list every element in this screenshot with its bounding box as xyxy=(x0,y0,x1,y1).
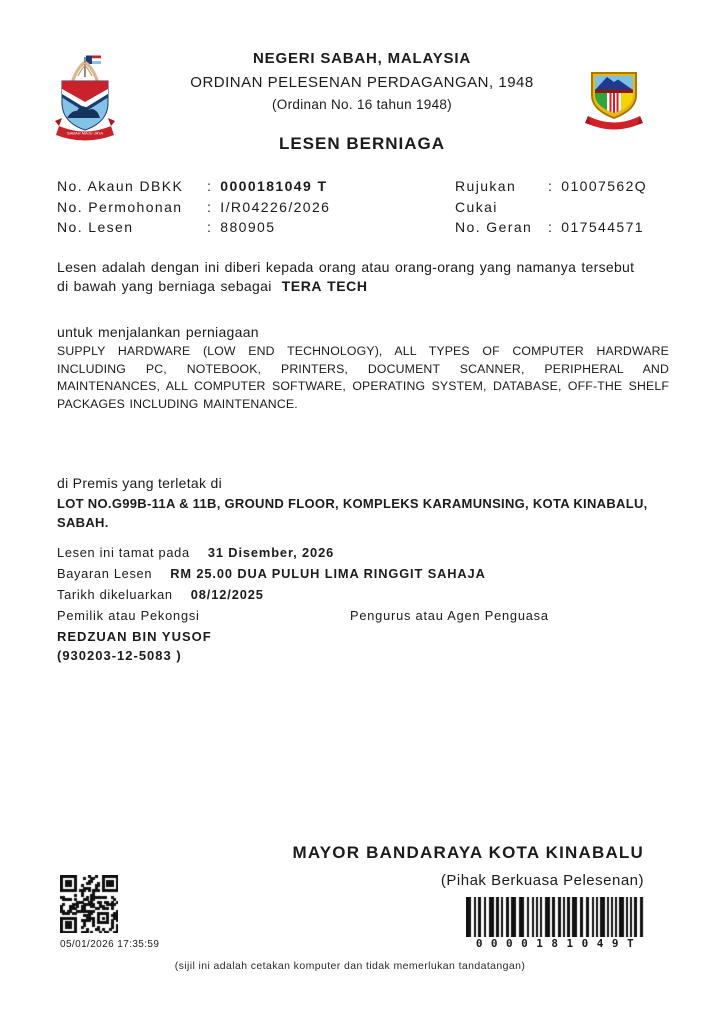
ref-row-account xyxy=(57,176,330,197)
header-ordinance: ORDINAN PELESENAN PERDAGANGAN, 1948 xyxy=(190,74,534,91)
qr-code-block xyxy=(60,875,159,950)
ref-separator: : xyxy=(548,219,554,235)
expiry-label: Lesen ini tamat pada xyxy=(57,545,190,560)
issue-date-row xyxy=(57,584,486,605)
activity-description: SUPPLY HARDWARE (LOW END TECHNOLOGY), ALL TYPES OF COMPUTER HARDWARE INCLUDING PC, NOTEBOOK, PRINTERS, DOCUMENT SCANNER, PERIPHERAL AND MAINTENANCES, ALL COMPUTER SOFTWARE, OPERATING SYSTEM, DATABASE, OFF-THE SHELF PACKAGES INCLUDING MAINTENANCE. xyxy=(57,344,669,411)
ref-label: No. Akaun DBKK xyxy=(57,178,184,194)
ref-label: No. Lesen xyxy=(57,219,134,235)
premises-address-line2: SABAH. xyxy=(57,515,109,530)
ref-separator: : xyxy=(207,219,213,235)
authority-subtitle: (Pihak Berkuasa Pelesenan) xyxy=(440,872,644,889)
license-number: 880905 xyxy=(220,219,276,235)
ref-label: Rujukan Cukai xyxy=(455,178,517,215)
header-country: NEGERI SABAH, MALAYSIA xyxy=(253,50,471,67)
premises-section xyxy=(57,474,717,532)
ref-separator: : xyxy=(548,178,554,194)
authority-name: MAYOR BANDARAYA KOTA KINABALU xyxy=(292,843,644,862)
fee-label: Bayaran Lesen xyxy=(57,566,153,581)
expiry-row xyxy=(57,542,486,563)
owner-name: REDZUAN BIN YUSOF xyxy=(57,629,212,644)
qr-timestamp: 05/01/2026 17:35:59 xyxy=(60,939,160,950)
grant-line1: Lesen adalah dengan ini diberi kepada orang atau orang-orang yang namanya tersebut xyxy=(57,259,635,275)
qr-code-icon xyxy=(60,875,118,933)
reference-numbers-left xyxy=(57,176,330,238)
barcode-icon xyxy=(466,897,644,937)
premises-address-line1: LOT NO.G99B-11A & 11B, GROUND FLOOR, KOMPLEKS KARAMUNSING, KOTA KINABALU, xyxy=(57,496,648,511)
owner-ic-number: (930203-12-5083 ) xyxy=(57,647,182,663)
activity-intro: untuk menjalankan perniagaan xyxy=(57,324,259,340)
authority-section xyxy=(292,843,644,952)
ref-label: No. Geran xyxy=(455,219,533,235)
footer-note: (sijil ini adalah cetakan komputer dan tidak memerlukan tandatangan) xyxy=(174,960,526,972)
license-title: LESEN BERNIAGA xyxy=(278,134,446,153)
account-number: 0000181049 T xyxy=(220,178,328,194)
grant-number: 017544571 xyxy=(561,219,644,235)
dbkk-shield-icon xyxy=(591,72,637,119)
reference-numbers-right xyxy=(455,176,647,238)
grant-paragraph xyxy=(57,258,677,413)
application-number: I/R04226/2026 xyxy=(220,198,331,215)
barcode xyxy=(466,897,644,950)
owner-label: Pemilik atau Pekongsi xyxy=(57,608,200,623)
header-ordinance-note: (Ordinan No. 16 tahun 1948) xyxy=(272,97,452,112)
barcode-text: 0000181049T xyxy=(475,937,643,950)
premises-intro: di Premis yang terletak di xyxy=(57,475,222,491)
fee-amount: RM 25.00 DUA PULUH LIMA RINGGIT SAHAJA xyxy=(170,566,486,581)
tax-reference: 01007562Q xyxy=(561,178,648,194)
ref-separator: : xyxy=(207,178,213,194)
premises-address xyxy=(57,494,717,532)
manager-label: Pengurus atau Agen Penguasa xyxy=(350,608,549,623)
grant-line2 xyxy=(57,277,677,296)
expiry-date: 31 Disember, 2026 xyxy=(207,545,335,560)
ref-row-tax xyxy=(455,176,647,217)
validity-section xyxy=(57,542,486,605)
issue-date: 08/12/2025 xyxy=(190,587,264,602)
owner-identity xyxy=(57,628,212,665)
ref-label: No. Permohonan xyxy=(57,198,183,215)
grant-line2-prefix: di bawah yang berniaga sebagai xyxy=(57,278,272,294)
ref-row-grant xyxy=(455,217,647,238)
business-name: TERA TECH xyxy=(281,278,368,294)
crest-motto: SABAH MAJU JAYA xyxy=(66,130,104,136)
issue-date-label: Tarikh dikeluarkan xyxy=(57,587,173,602)
fee-row xyxy=(57,563,486,584)
ref-separator: : xyxy=(207,198,213,215)
dbkk-crest-icon xyxy=(585,68,643,136)
ref-row-license xyxy=(57,217,330,238)
ref-row-application xyxy=(57,197,330,218)
